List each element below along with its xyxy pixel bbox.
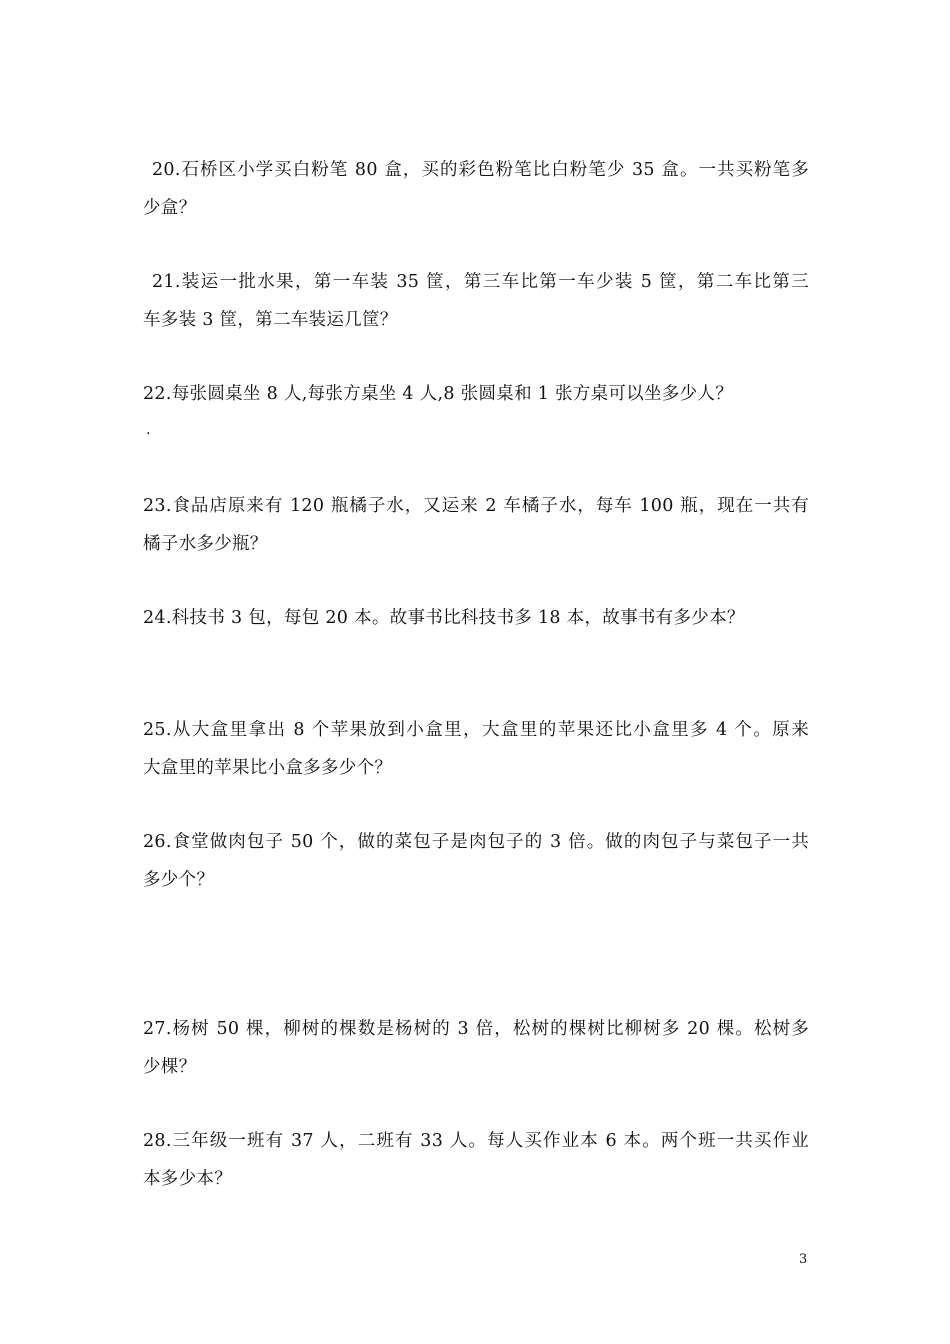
problem-line: 27.杨树 50 棵，柳树的棵数是杨树的 3 倍，松树的棵树比柳树多 20 棵。松树多 <box>143 1019 809 1039</box>
stray-mark: . <box>146 422 151 438</box>
problem-line: 26.食堂做肉包子 50 个，做的菜包子是肉包子的 3 倍。做的肉包子与菜包子一共 <box>143 832 809 852</box>
problem-25 <box>143 711 809 787</box>
page-number: 3 <box>799 1252 808 1267</box>
problem-23 <box>143 487 809 563</box>
problem-line: 25.从大盒里拿出 8 个苹果放到小盒里，大盒里的苹果还比小盒里多 4 个。原来 <box>143 720 809 740</box>
problem-22 <box>143 375 809 413</box>
problem-21 <box>143 263 809 339</box>
problem-line: 少棵？ <box>143 1057 197 1077</box>
problem-26 <box>143 823 809 899</box>
problem-line: 少盒？ <box>143 198 197 218</box>
problem-line: 21.装运一批水果，第一车装 35 筐，第三车比第一车少装 5 筐，第二车比第三 <box>152 272 809 292</box>
problem-line: 橘子水多少瓶？ <box>143 534 268 554</box>
problem-line: 大盒里的苹果比小盒多多少个？ <box>143 758 393 778</box>
problem-line: 24.科技书 3 包，每包 20 本。故事书比科技书多 18 本，故事书有多少本？ <box>143 608 745 628</box>
problem-line: 23.食品店原来有 120 瓶橘子水，又运来 2 车橘子水，每车 100 瓶，现在一共有 <box>143 496 809 516</box>
problem-line: 多少个？ <box>143 870 215 890</box>
problem-27 <box>143 1010 809 1086</box>
problem-line: 22.每张圆桌坐 8 人,每张方桌坐 4 人,8 张圆桌和 1 张方桌可以坐多少人？ <box>143 384 734 404</box>
problem-line: 28.三年级一班有 37 人，二班有 33 人。每人买作业本 6 本。两个班一共买作业 <box>143 1131 809 1151</box>
problem-28 <box>143 1122 809 1198</box>
problem-24 <box>143 599 809 637</box>
problem-line: 车多装 3 筐，第二车装运几筐？ <box>143 310 398 330</box>
problem-20 <box>143 151 809 227</box>
problem-line: 本多少本？ <box>143 1169 232 1189</box>
problem-line: 20.石桥区小学买白粉笔 80 盒，买的彩色粉笔比白粉笔少 35 盒。一共买粉笔多 <box>152 160 809 180</box>
